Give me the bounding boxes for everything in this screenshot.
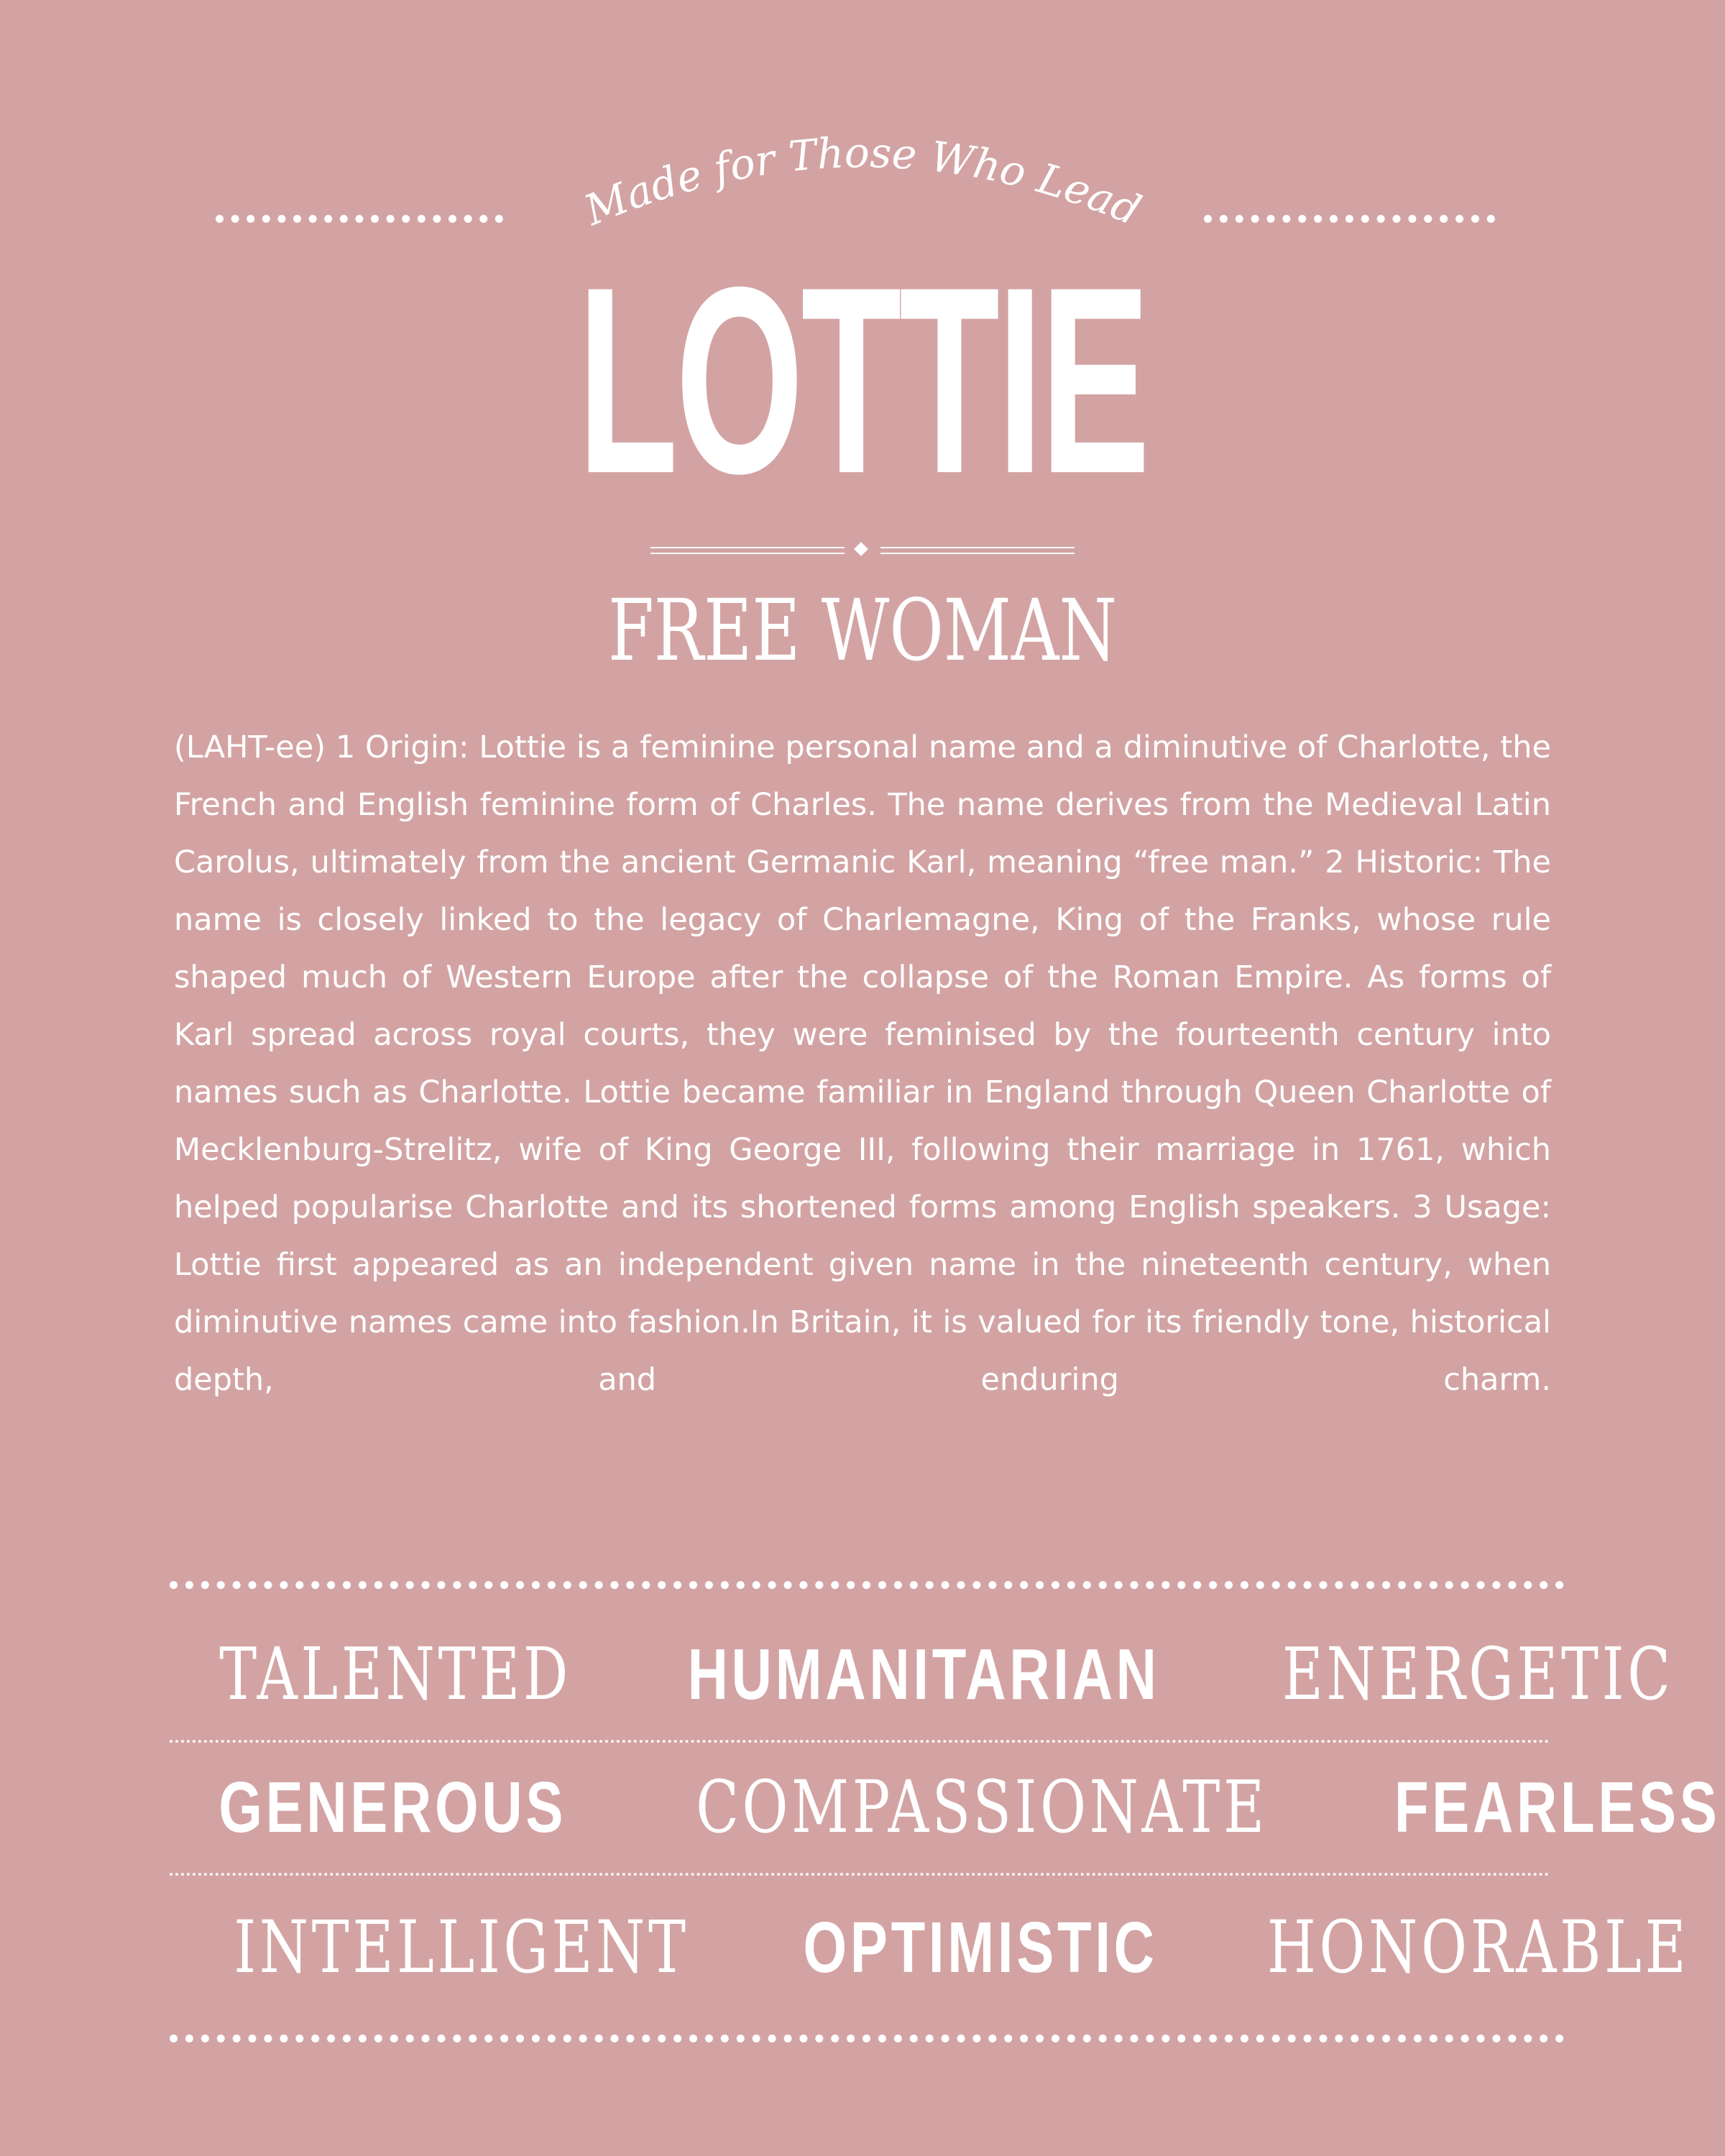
trait-word: TALENTED <box>219 1632 572 1716</box>
divider-rule-right <box>880 547 1075 554</box>
trait-word: GENEROUS <box>218 1767 567 1848</box>
trait-row-3 <box>170 1905 1690 1989</box>
trait-word: HONORABLE <box>1267 1905 1690 1989</box>
trait-word: HUMANITARIAN <box>687 1634 1160 1715</box>
name-description: (LAHT-ee) 1 Origin: Lottie is a feminine personal name and a diminutive of Charlotte, the French and English feminine form of Charles. The name derives from the Medieval Latin Carolus, ultimately from the ancient Germanic Karl, meaning “free man.” 2 Historic: The name is closely linked to the legacy of Charlemagne, King of the Franks, whose rule shaped much of Western Europe after the collapse of the Roman Empire. As forms of Karl spread across royal courts, they were feminised by the fourteenth century into names such as Charlotte. Lottie became familiar in England through Queen Charlotte of Mecklenburg-Strelitz, wife of King George III, following their marriage in 1761, which helped popularise Charlotte and its shortened forms among English speakers. 3 Usage: Lottie first appeared as an independent given name in the nineteenth century, when diminutive names came into fashion.In Britain, it is valued for its friendly tone, historical depth, and enduring charm. <box>174 729 1551 1398</box>
fine-dotted-rule-2 <box>170 1873 1550 1876</box>
trait-row-1 <box>170 1632 1674 1716</box>
trait-word: ENERGETIC <box>1282 1632 1674 1716</box>
trait-word: COMPASSIONATE <box>696 1765 1269 1849</box>
svg-text:Made for Those Who Lead <box>577 128 1148 235</box>
ornament-divider <box>650 543 1075 558</box>
tagline-text: Made for Those Who Lead <box>577 128 1148 235</box>
trait-word: INTELLIGENT <box>234 1905 689 1989</box>
dotted-rule-top-left <box>216 215 503 223</box>
trait-word: FEARLESS <box>1394 1767 1721 1848</box>
dotted-rule-top-right <box>1204 215 1495 223</box>
fine-dotted-rule-1 <box>170 1740 1550 1743</box>
dotted-rule-upper <box>170 1581 1564 1589</box>
tagline <box>503 108 1222 252</box>
divider-rule-left <box>650 547 845 554</box>
trait-row-2 <box>170 1765 1721 1849</box>
name-title: LOTTIE <box>577 232 1148 529</box>
dotted-rule-bottom <box>170 2035 1564 2042</box>
diamond-icon <box>854 542 868 556</box>
name-meaning: FREE WOMAN <box>607 581 1118 680</box>
trait-word: OPTIMISTIC <box>803 1907 1158 1988</box>
